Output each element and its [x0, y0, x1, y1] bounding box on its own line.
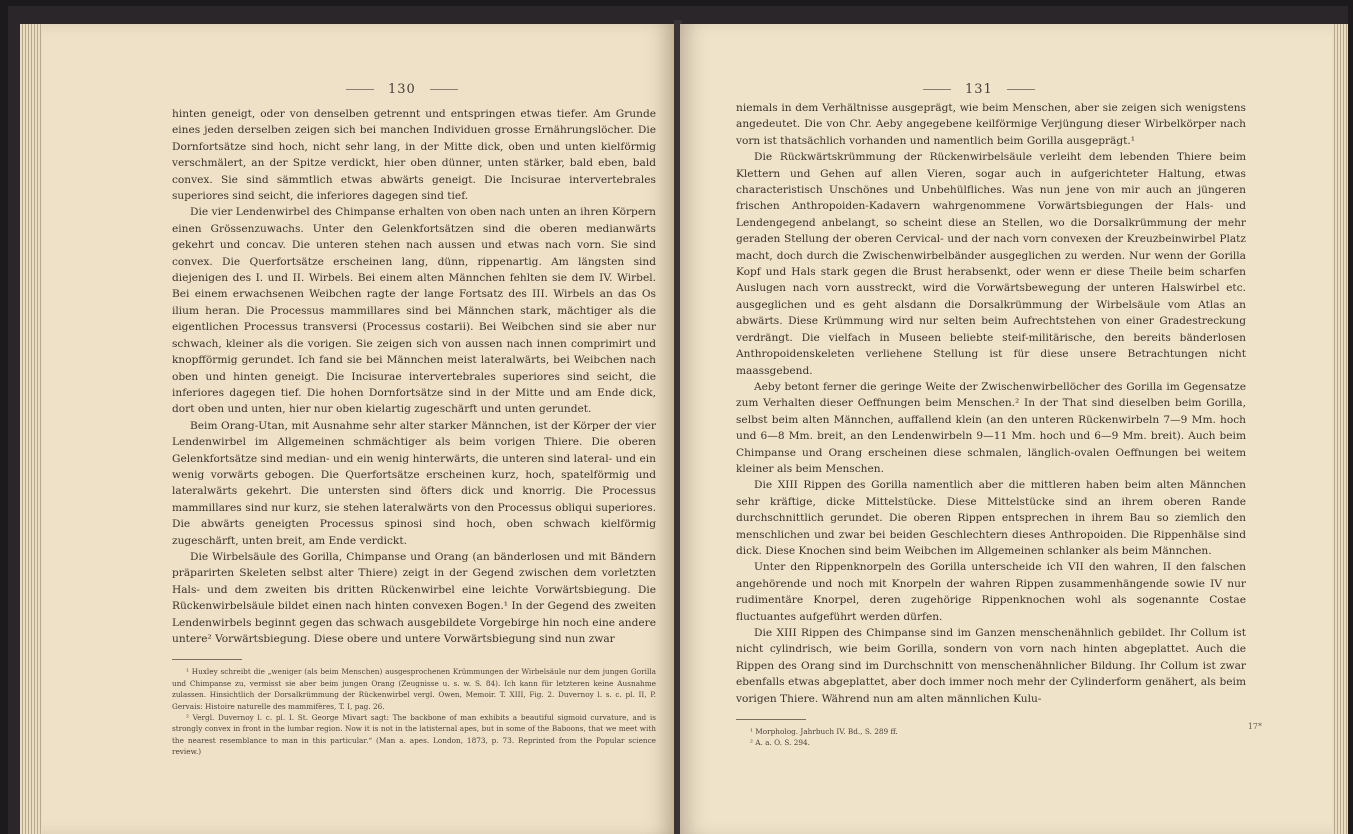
footnote-divider [736, 719, 806, 720]
footnote: ¹ Huxley schreibt die „weniger (als beim Menschen) ausgesprochenen Krümmungen der Wirbelsäule nur dem jungen Gorilla und Chimpanse zu, vermisst sie aber beim jungen Orang (Zeugnisse u. s. w. S. 84). Ich kann für letzteren keine Ausnahme zulassen. Hinsichtlich der Dorsalkrümmung der Rückenwirbel vergl. Owen, Memoir. T. XIII, Fig. 2. Duvernoy l. s. c. pl. II, P. Gervais: Histoire naturelle des mammifères, T. I, pag. 26. [172, 667, 656, 711]
paragraph: Die Rückwärtskrümmung der Rückenwirbelsäule verleiht dem lebenden Thiere beim Klettern und Gehen auf allen Vieren, sogar auch in aufgerichteter Haltung, etwas characteristisch Unschönes und Unbehülfliches. Was nun jene von mir auch an jüngeren frischen Anthropoiden-Kadavern wahrgenommene Vorwärtsbiegungen der Hals- und Lendengegend anbelangt, so scheint diese an Stellen, wo die Dorsalkrümmung der mehr geraden Stellung der oberen Cervical- und der nach vorn convexen der Kreuzbeinwirbel Platz macht, doch durch die Zwischenwirbelbänder ausgeglichen zu werden. Nur wenn der Gorilla Kopf und Hals stark gegen die Brust herabsenkt, oder wenn er diese Theile beim scharfen Auslugen nach vorn ausstreckt, wird die Vorwärtsbewegung der unteren Halswirbel etc. ausgeglichen und es geht alsdann die Dorsalkrümmung der Wirbelsäule vom Atlas an abwärts. Diese Krümmung wird nur selten beim Aufrechtstehen von einer Gradestreckung verdrängt. Die vielfach in Museen beliebte steif-militärische, den bereits bänderlosen Anthropoidenskeleten verliehene Stellung ist für diese unsere Betrachtungen nicht maassgebend. [736, 151, 1246, 377]
footnote: ¹ Morpholog. Jahrbuch IV. Bd., S. 289 ff. [750, 727, 898, 737]
left-page-number [346, 82, 458, 97]
left-page-edges [20, 24, 42, 834]
footnote: ² Vergl. Duvernoy l. c. pl. I. St. George Mivart sagt: The backbone of man exhibits a beautiful sigmoid curvature, and is strongly convex in front in the lumbar region. Now it is not in the latisternal apes, but in some of the Baboons, that we meet with the nearest resemblance to man in this particular.“ (Man a. apes. London, 1873, p. 73. Reprinted from the Popular science review.) [172, 713, 656, 757]
paragraph: hinten geneigt, oder von denselben getrennt und entspringen etwas tiefer. Am Grunde eines jeden derselben zeigen sich bei manchen Individuen grosse Ernährungslöcher. Die Dornfortsätze sind hoch, nicht sehr lang, in der Mitte dick, oben und unten kielförmig verschmälert, an der Spitze verdickt, hier oben dünner, unten stärker, bald eben, bald convex. Sie sind sämmtlich etwas abwärts geneigt. Die Incisurae intervertebrales superiores sind seicht, die inferiores dagegen sind tief. [172, 108, 656, 203]
left-page-body [172, 106, 656, 758]
right-page-number [923, 82, 1035, 97]
book-spread [8, 6, 1348, 834]
footnote: ² A. a. O. S. 294. [750, 738, 810, 748]
paragraph: niemals in dem Verhältnisse ausgeprägt, wie beim Menschen, aber sie zeigen sich wenigstens angedeutet. Die von Chr. Aeby angegebene keilförmige Verjüngung dieser Wirbelkörper nach vorn ist thatsächlich vorhanden und namentlich beim Gorilla ausgeprägt.¹ [736, 102, 1246, 147]
paragraph: Beim Orang-Utan, mit Ausnahme sehr alter starker Männchen, ist der Körper der vier Lendenwirbel im Allgemeinen schmächtiger als beim vorigen Thiere. Die oberen Gelenkfortsätze sind median- und ein wenig hinterwärts, die unteren sind lateral- und ein wenig vorwärts gebogen. Die Querfortsätze erscheinen kurz, hoch, spatelförmig und lateralwärts gekehrt. Die untersten sind öfters dick und knorrig. Die Processus mammillares sind nur kurz, sie stehen lateralwärts von den Processus obliqui superiores. Die abwärts geneigten Processus spinosi sind hoch, oben schwach kielförmig zugeschärft, unten breit, am Ende verdickt. [172, 419, 656, 547]
left-page-number-text: 130 [388, 82, 416, 97]
paragraph: Die vier Lendenwirbel des Chimpanse erhalten von oben nach unten an ihren Körpern einen Grössenzuwachs. Unter den Gelenkfortsätzen sind die oberen medianwärts gekehrt und concav. Die unteren stehen nach aussen und etwas nach vorn. Sie sind convex. Die Querfortsätze erscheinen lang, dünn, rippenartig. Am längsten sind diejenigen des I. und II. Wirbels. Bei einem alten Männchen fehlten sie dem IV. Wirbel. Bei einem erwachsenen Weibchen ragte der lange Fortsatz des III. Wirbels an das Os ilium heran. Die Processus mammillares sind bei Männchen stark, mächtiger als die eigentlichen Processus transversi (Processus costarii). Bei Weibchen sind sie aber nur schwach, kleiner als die vorigen. Sie zeigen sich von aussen nach innen comprimirt und knopfförmig gerundet. Ich fand sie bei Männchen meist lateralwärts, bei Weibchen nach oben und hinten geneigt. Die Incisurae intervertebrales superiores sind seicht, die inferiores dagegen tief. Die hohen Dornfortsätze sind in der Mitte und am Ende dick, dort oben und unten, hier nur oben kielartig zugeschärft und unten gerundet. [172, 206, 656, 416]
footnote-divider [172, 659, 242, 660]
paragraph: Die Wirbelsäule des Gorilla, Chimpanse und Orang (an bänderlosen und mit Bändern präparirten Skeleten selbst alter Thiere) zeigt in der Gegend zwischen dem vorletzten Hals- und dem zweiten bis dritten Rückenwirbel eine leichte Vorwärtsbiegung. Die Rückenwirbelsäule bildet einen nach hinten convexen Bogen.¹ In der Gegend des zweiten Lendenwirbels beginnt gegen das schwach ausgebildete Vorgebirge hin noch eine andere untere² Vorwärtsbiegung. Diese obere und untere Vorwärtsbiegung sind nun zwar [172, 550, 656, 645]
paragraph: Aeby betont ferner die geringe Weite der Zwischenwirbellöcher des Gorilla im Gegensatze zum Verhalten dieser Oeffnungen beim Menschen.² In der That sind dieselben beim Gorilla, selbst beim alten Männchen, auffallend klein (an den unteren Rückenwirbeln 7—9 Mm. hoch und 6—8 Mm. breit, an den Lendenwirbeln 9—11 Mm. hoch und 6—9 Mm. breit). Auch beim Chimpanse und Orang erscheinen diese schmalen, länglich-ovalen Oeffnungen bei weitem kleiner als beim Menschen. [736, 380, 1246, 475]
right-page-edges [1332, 24, 1348, 834]
signature-mark: 17* [1247, 722, 1262, 731]
paragraph: Unter den Rippenknorpeln des Gorilla unterscheide ich VII den wahren, II den falschen angehörende und noch mit Knorpeln der wahren Rippen zusammenhängende sowie IV nur rudimentäre Knorpel, deren zugehörige Rippenknochen wohl als sogenannte Costae fluctuantes aufgeführt werden dürfen. [736, 561, 1246, 623]
paragraph: Die XIII Rippen des Gorilla namentlich aber die mittleren haben beim alten Männchen sehr kräftige, dicke Mittelstücke. Diese Mittelstücke sind an ihrem oberen Rande durchschnittlich gerundet. Die oberen Rippen entsprechen in ihrem Bau so ziemlich den menschlichen und zwar bei beiden Geschlechtern dieses Anthropoiden. Die Rippenhälse sind dick. Diese Knochen sind beim Weibchen im Allgemeinen schlanker als beim Männchen. [736, 479, 1246, 557]
right-page-number-text: 131 [965, 82, 993, 97]
right-page-body [736, 100, 1246, 749]
paragraph: Die XIII Rippen des Chimpanse sind im Ganzen menschenähnlich gebildet. Ihr Collum ist nicht cylindrisch, wie beim Gorilla, sondern von vorn nach hinten abgeplattet. Auch die Rippen des Orang sind im Durchschnitt von menschenähnlicher Bildung. Ihr Collum ist zwar ebenfalls etwas abgeplattet, aber doch immer noch mehr der Cylinderform genähert, als beim vorigen Thiere. Während nun am alten männlichen Kulu- [736, 627, 1246, 705]
